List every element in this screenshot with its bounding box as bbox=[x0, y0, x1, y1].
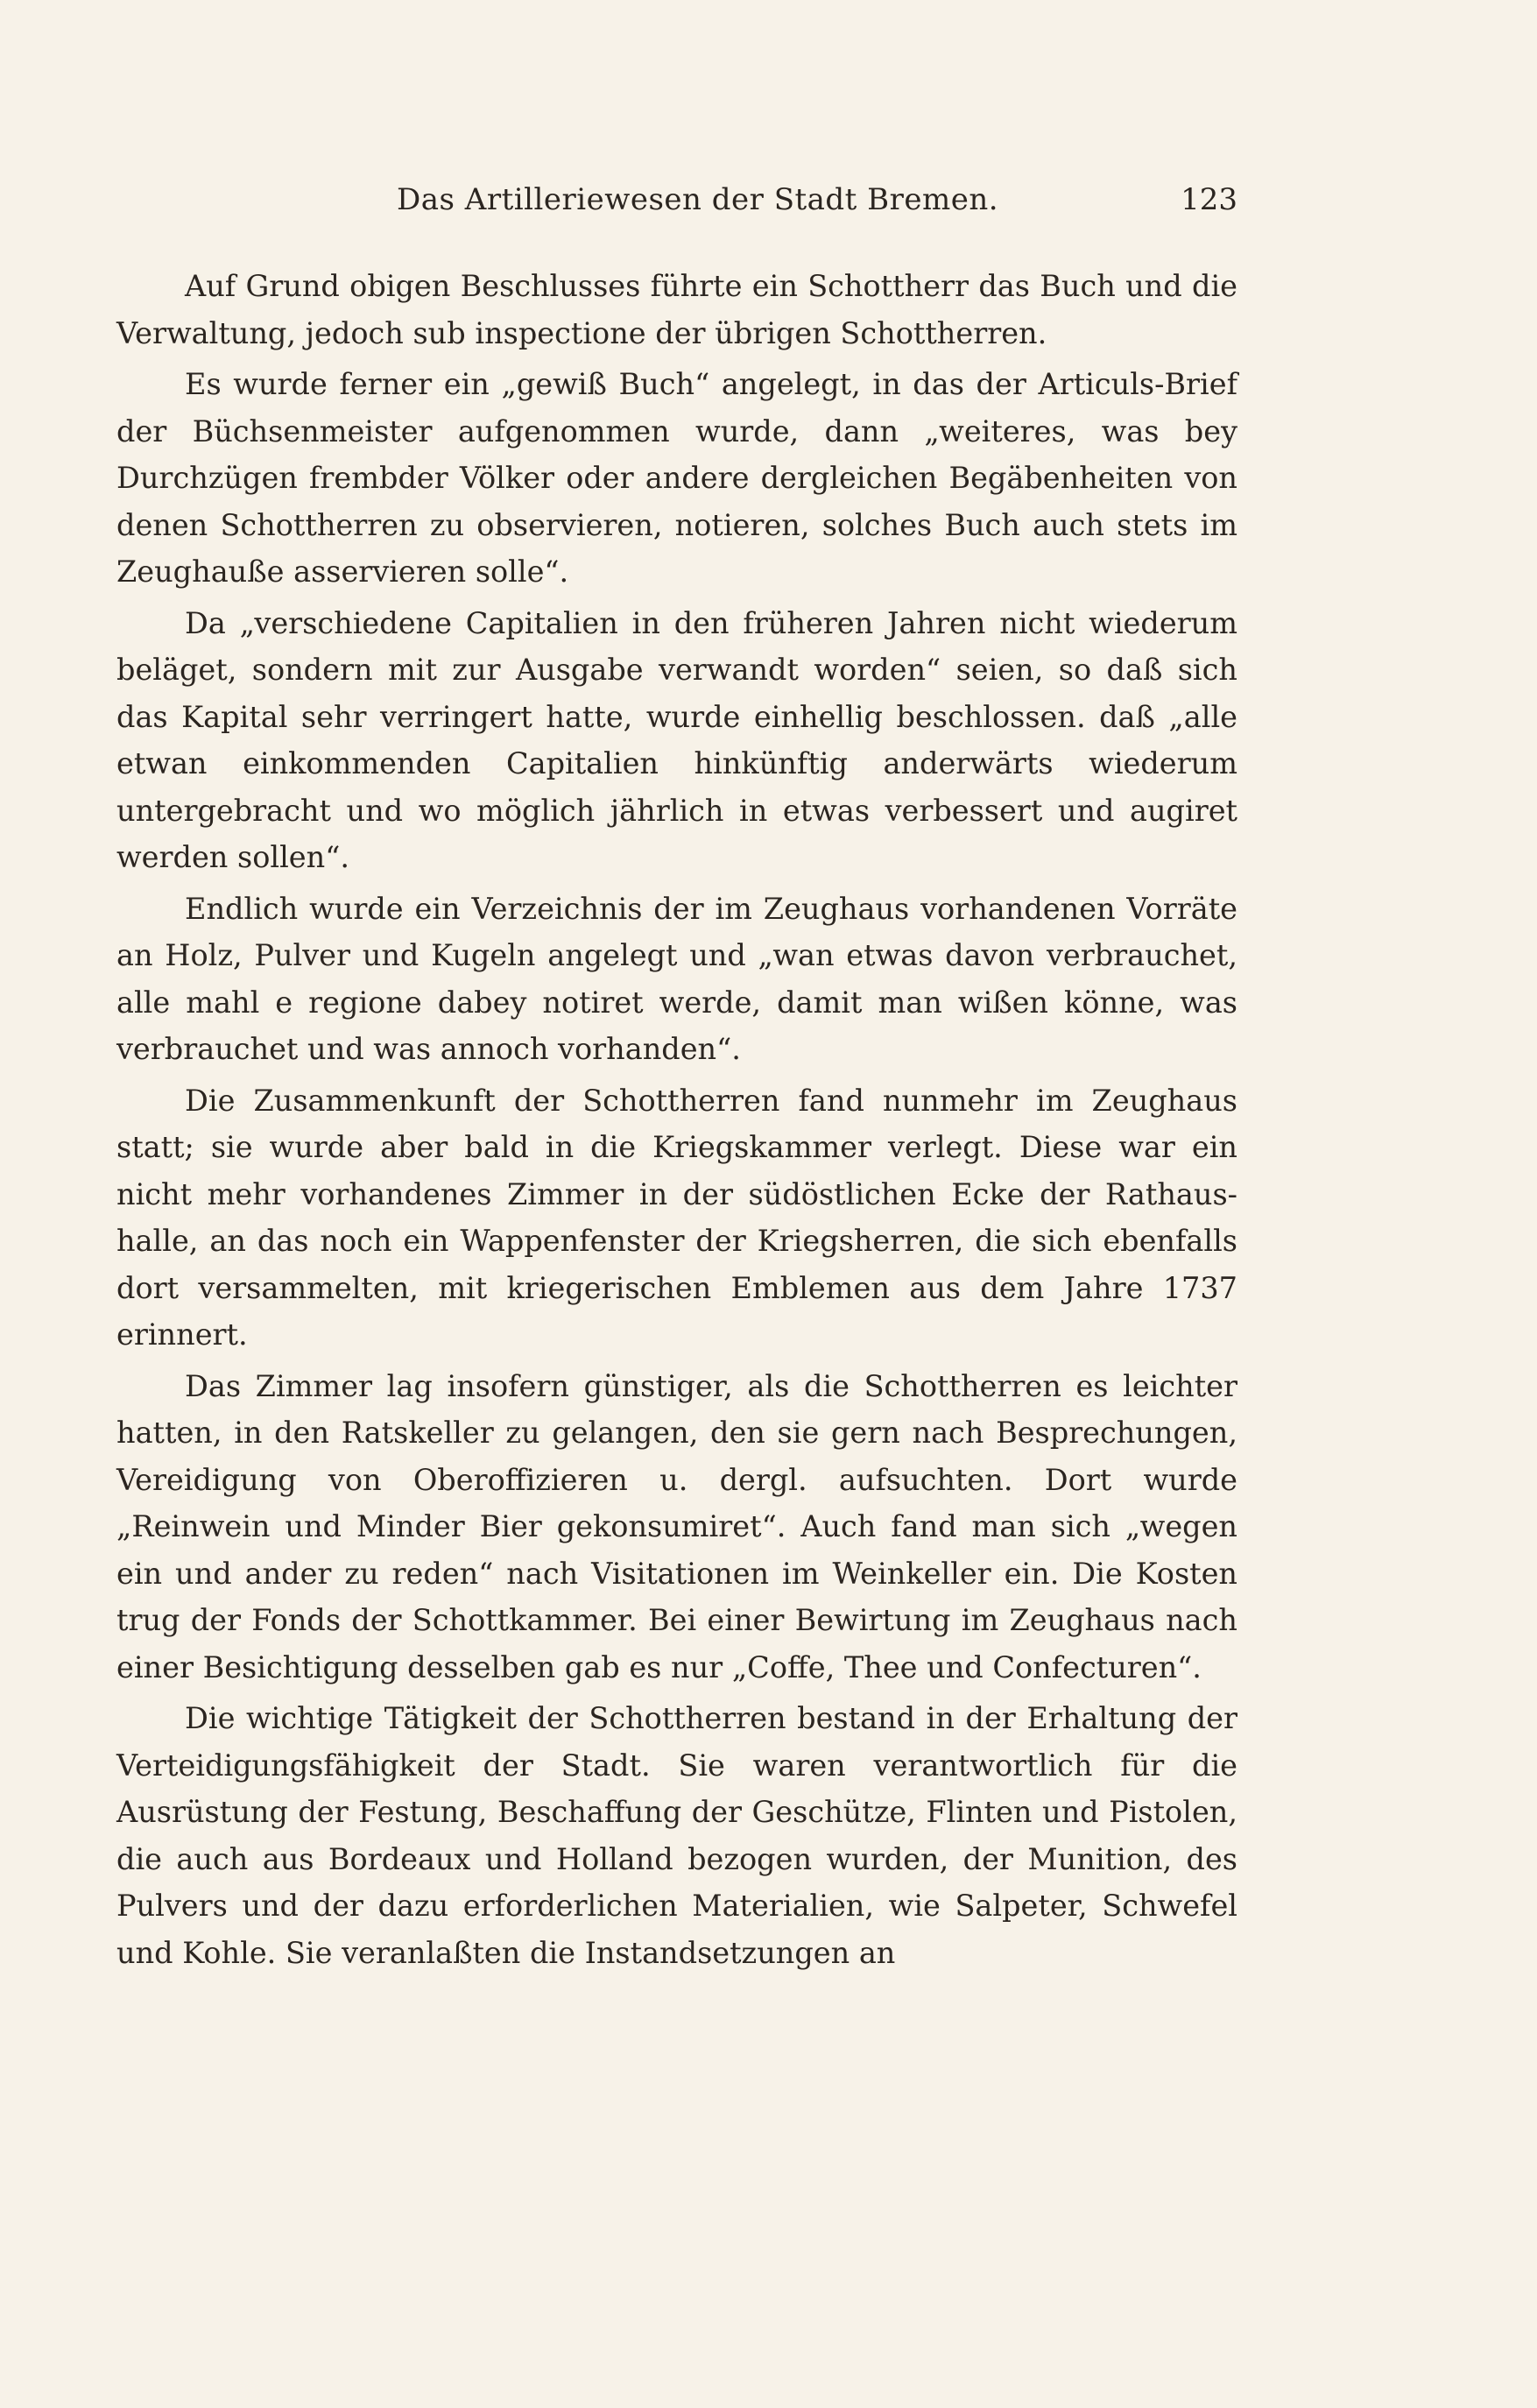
paragraph-6: Das Zimmer lag insofern günstiger, als die Schottherren es leichter hatten, in den Ratskeller zu gelangen, den sie gern nach Besprechungen, Vereidigung von Oberoffizieren u. dergl. aufsuchten. Dort wurde „Reinwein und Minder Bier gekonsumiret“. Auch fand man sich „wegen ein und ander zu reden“ nach Visitationen im Weinkeller ein. Die Kosten trug der Fonds der Schottkammer. Bei einer Bewirtung im Zeughaus nach einer Besichtigung desselben gab es nur „Coffe, Thee und Confecturen“. bbox=[116, 1368, 1237, 1684]
paragraph-4: Endlich wurde ein Verzeichnis der im Zeughaus vorhandenen Vorräte an Holz, Pulver und Kugeln angelegt und „wan etwas davon verbrauchet, alle mahl e regione dabey notiret werde, damit man wißen könne, was verbrauchet und was annoch vorhanden“. bbox=[116, 891, 1237, 1066]
body-text bbox=[116, 263, 1237, 1981]
running-head bbox=[116, 182, 1237, 231]
running-head-title: Das Artilleriewesen der Stadt Bremen. bbox=[397, 182, 999, 217]
page-number: 123 bbox=[1181, 182, 1237, 217]
paragraph-5: Die Zusammenkunft der Schottherren fand nunmehr im Zeughaus statt; sie wurde aber bald in die Kriegskammer verlegt. Diese war ein nicht mehr vorhandenes Zimmer in der südöstlichen Ecke der Rathaushalle, an das noch ein Wappenfenster der Kriegsherren, die sich ebenfalls dort versammelten, mit kriegerischen Emblemen aus dem Jahre 1737 erinnert. bbox=[116, 1083, 1237, 1352]
paragraph-2: Es wurde ferner ein „gewiß Buch“ angelegt, in das der Articuls-Brief der Büchsenmeister aufgenommen wurde, dann „weiteres, was bey Durchzügen frembder Völker oder andere dergleichen Begäbenheiten von denen Schottherren zu observieren, notieren, solches Buch auch stets im Zeughauße asservieren solle“. bbox=[116, 367, 1237, 589]
paragraph-1: Auf Grund obigen Beschlusses führte ein Schottherr das Buch und die Verwaltung, jedoch sub inspectione der übrigen Schottherren. bbox=[116, 269, 1237, 350]
paragraph-3: Da „verschiedene Capitalien in den früheren Jahren nicht wiederum beläget, sondern mit zur Ausgabe verwandt worden“ seien, so daß sich das Kapital sehr verringert hatte, wurde einhellig beschlossen. daß „alle etwan einkommenden Capitalien hinkünftig anderwärts wiederum untergebracht und wo möglich jährlich in etwas verbessert und augiret werden sollen“. bbox=[116, 605, 1237, 874]
paragraph-7: Die wichtige Tätigkeit der Schottherren bestand in der Erhaltung der Verteidigungsfähigkeit der Stadt. Sie waren verantwortlich für die Ausrüstung der Festung, Beschaffung der Geschütze, Flinten und Pistolen, die auch aus Bordeaux und Holland bezogen wurden, der Munition, des Pulvers und der dazu erforderlichen Materialien, wie Salpeter, Schwefel und Kohle. Sie veranlaßten die Instandsetzungen an bbox=[116, 1701, 1237, 1970]
